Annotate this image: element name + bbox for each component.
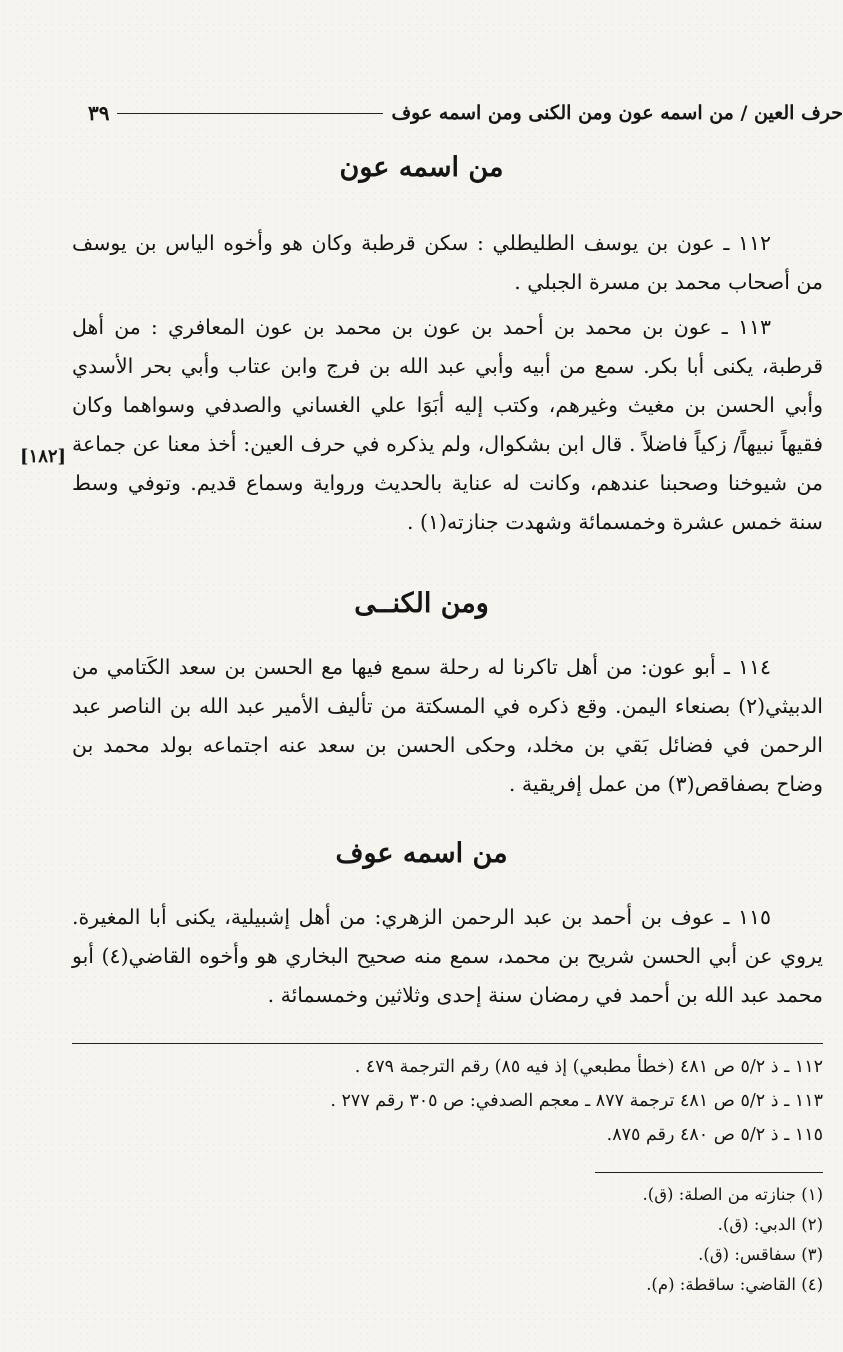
page-number: ٣٩: [88, 101, 110, 125]
source-line: ١١٣ ـ ذ ٥/٢ ص ٤٨١ ترجمة ٨٧٧ ـ معجم الصدفي: ص ٣٠٥ رقم ٢٧٧ .: [330, 1091, 823, 1111]
section-heading-kuna: ومن الكنــى: [354, 588, 489, 619]
source-line: ١١٢ ـ ذ ٥/٢ ص ٤٨١ (خطأ مطبعي) إذ فيه ٨٥) رقم الترجمة ٤٧٩ .: [354, 1057, 823, 1077]
footnote: (٢) الدبي: (ق).: [717, 1215, 823, 1234]
footnotes: [323, 1180, 823, 1300]
entry-114: ١١٤ ـ أبو عون: من أهل تاكرنا له رحلة سمع فيها مع الحسن بن سعد الكَتامي من الدبيثي(٢) بصنعاء اليمن. وقع ذكره في المسكتة من تأليف الأمير عبد الله بن الناصر عبد الرحمن في فضائل بَقي بن مخلد، وحكى الحسن بن سعد عنه اجتماعه بولد محمد بن وضاح بصفاقص(٣) من عمل إفريقية .: [72, 655, 823, 796]
footnotes-rule: [595, 1172, 823, 1173]
source-line: ١١٥ ـ ذ ٥/٢ ص ٤٨٠ رقم ٨٧٥.: [606, 1125, 823, 1145]
running-title: حرف العين / من اسمه عون ومن الكنى ومن اسمه عوف: [391, 102, 843, 124]
source-references: [72, 1050, 823, 1152]
section-heading-awf: من اسمه عوف: [335, 838, 508, 869]
section-heading-awn: من اسمه عون: [339, 152, 504, 183]
margin-folio-note: [١٨٢]: [20, 446, 67, 467]
entry-113: ١١٣ ـ عون بن محمد بن أحمد بن عون بن محمد بن عون المعافري : من أهل قرطبة، يكنى أبا بكر. سمع من أبيه وأبي عبد الله بن فرج وابن عتاب وأبي بحر الأسدي وأبي الحسن بن مغيث وغيرهم، وكتب إليه أبَوَا علي الغساني والصدفي وسواهما وكان فقيهاً نبيهاً/ زكياً فاضلاً . قال ابن بشكوال، ولم يذكره في حرف العين: أخذ معنا عن جماعة من شيوخنا وصحبنا عندهم، وكانت له عناية بالحديث ورواية وسماع قديم. وتوفي وسط سنة خمس عشرة وخمسمائة وشهدت جنازته(١) .: [72, 315, 823, 534]
running-header: [88, 96, 843, 130]
section-body-kuna: [72, 648, 823, 804]
section-body-awn: [72, 224, 823, 542]
sources-rule: [72, 1043, 823, 1044]
header-rule: [117, 113, 383, 114]
footnote: (٣) سفاقس: (ق).: [698, 1245, 823, 1264]
entry-112: ١١٢ ـ عون بن يوسف الطليطلي : سكن قرطبة وكان هو وأخوه الياس بن يوسف من أصحاب محمد بن مسرة الجبلي .: [72, 231, 823, 294]
entry-115: ١١٥ ـ عوف بن أحمد بن عبد الرحمن الزهري: من أهل إشبيلية، يكنى أبا المغيرة. يروي عن أبي الحسن شريح بن محمد، سمع منه صحيح البخاري هو وأخوه القاضي(٤) أبو محمد عبد الله بن أحمد في رمضان سنة إحدى وثلاثين وخمسمائة .: [72, 905, 823, 1007]
footnote: (٤) القاضي: ساقطة: (م).: [646, 1275, 823, 1294]
section-body-awf: [72, 898, 823, 1015]
footnote: (١) جنازته من الصلة: (ق).: [642, 1185, 823, 1204]
